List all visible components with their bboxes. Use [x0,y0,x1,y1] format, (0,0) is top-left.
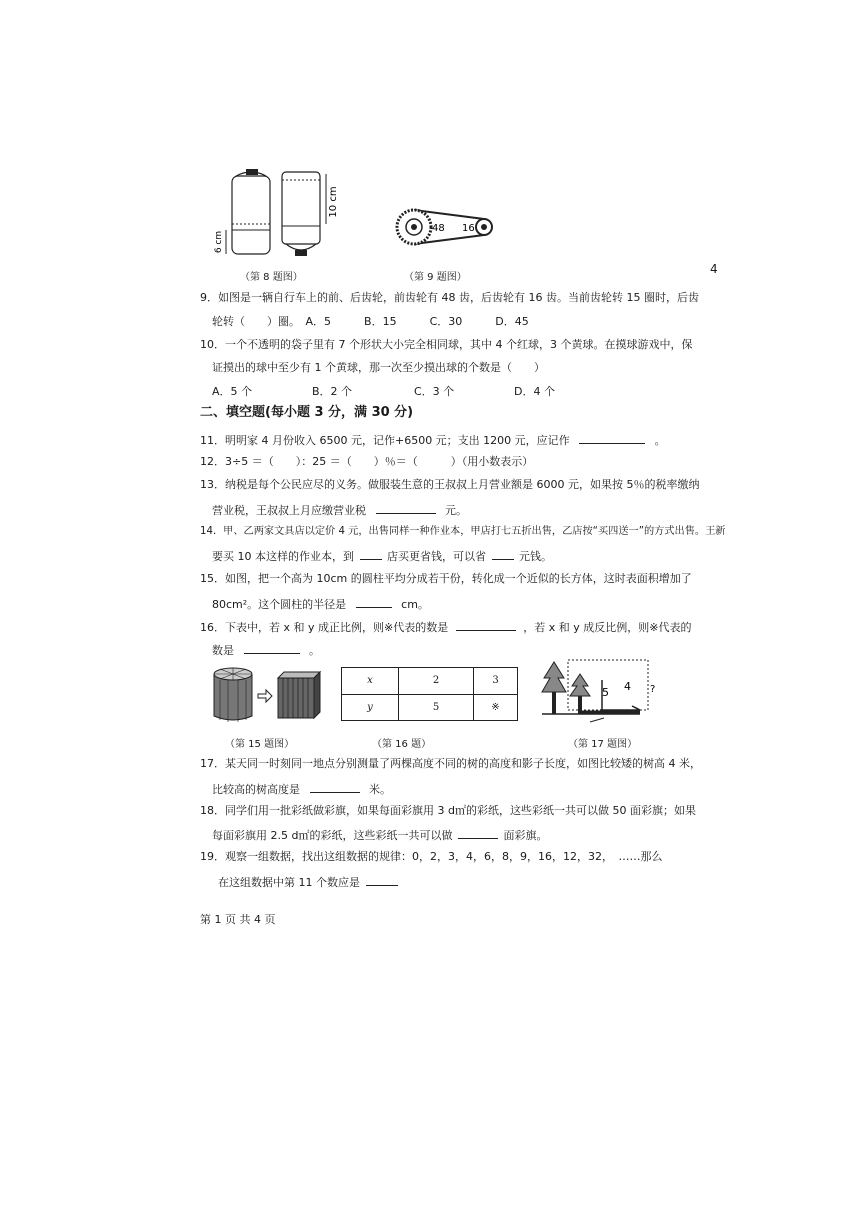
q10-option-b: B．2 个 [312,385,353,398]
q10-option-c: C．3 个 [414,385,455,398]
fig8-label-10cm: 10 cm [328,186,339,218]
table-cell: 2 [399,668,474,695]
table-cell: x [342,668,399,695]
fig9-rear-teeth: 16 [462,223,475,234]
figure-8-bottles [212,166,342,262]
fig17-label-4: 4 [624,680,631,693]
q17-answer-blank[interactable] [310,781,360,793]
fig17-label-question: ? [650,684,656,695]
q16-line2-b: 。 [309,644,320,657]
table-cell: 3 [474,668,518,695]
fig9-caption: （第 9 题图） [404,272,467,283]
table-cell: ※ [474,694,518,721]
q16-line2-a: 数是 [212,644,234,657]
q17-line1: 17．某天同一时刻同一地点分别测量了两棵高度不同的树的高度和影子长度，如图比较矮的树高 4 米， [200,757,701,770]
q10-line2: 证摸出的球中至少有 1 个黄球，那一次至少摸出球的个数是（ ） [212,361,545,374]
q11-answer-blank[interactable] [579,432,645,444]
q14-blank-savings[interactable] [492,548,514,560]
section-2-heading: 二、填空题(每小题 3 分，满 30 分) [200,405,414,420]
figure-16-table [341,667,518,721]
table-row [342,694,518,721]
q16-line2 [212,642,320,658]
q13-line2-end: 元。 [445,504,467,517]
q15-line2-a: 80cm²。这个圆柱的半径是 [212,598,347,611]
fig15-caption: （第 15 题图） [225,739,295,750]
q13-line2 [212,502,467,518]
q16-blank-direct[interactable] [456,619,516,631]
fig9-front-teeth: 48 [432,223,445,234]
fig16-caption: （第 16 题） [372,739,432,750]
q10-option-d: D．4 个 [514,385,555,398]
corner-mark: 4 [710,262,718,276]
q16-line1 [200,619,691,635]
q9-line1: 9．如图是一辆自行车上的前、后齿轮，前齿轮有 48 齿，后齿轮有 16 齿。当前齿轮转 15 圈时，后齿 [200,291,699,304]
q17-line2-b: 米。 [369,783,391,796]
q14-line2 [212,548,552,564]
q14-line1: 14．甲、乙两家文具店以定价 4 元，出售同样一种作业本，甲店打七五折出售，乙店按“买四送一”的方式出售。王新 [200,526,726,537]
q10-option-a: A．5 个 [212,385,253,398]
q14-line2-c: 元钱。 [519,550,552,563]
q14-line2-b: 店买更省钱，可以省 [387,550,486,563]
figure-17-trees [540,656,660,726]
q18-line2-a: 每面彩旗用 2.5 d㎡的彩纸，这些彩纸一共可以做 [212,829,453,842]
q9-line2: 轮转（ ）圈。 A．5 B．15 C．30 D．45 [212,315,529,328]
q15-line2-b: cm。 [401,598,429,611]
q16-line1-b: ，若 x 和 y 成反比例，则※代表的 [523,621,692,634]
q13-answer-blank[interactable] [376,502,436,514]
q19-line2-text: 在这组数据中第 11 个数应是 [218,876,360,889]
figure-9-gears [394,206,504,248]
q13-line1: 13．纳税是每个公民应尽的义务。做服装生意的王叔叔上月营业额是 6000 元，如果按 5％的税率缴纳 [200,478,700,491]
q18-answer-blank[interactable] [458,827,498,839]
q14-line2-a: 要买 10 本这样的作业本，到 [212,550,354,563]
q15-answer-blank[interactable] [356,596,392,608]
q10-line1: 10．一个不透明的袋子里有 7 个形状大小完全相同球，其中 4 个红球，3 个黄球。在摸球游戏中，保 [200,338,693,351]
q15-line1: 15．如图，把一个高为 10cm 的圆柱平均分成若干份，转化成一个近似的长方体，这时表面积增加了 [200,572,692,585]
fig17-label-5: 5 [602,686,609,699]
table-row [342,668,518,695]
q18-line2-b: 面彩旗。 [503,829,548,842]
table-cell: y [342,694,399,721]
page-footer: 第 1 页 共 4 页 [200,913,276,926]
fig8-caption: （第 8 题图） [240,272,303,283]
q17-line2-a: 比较高的树高度是 [212,783,300,796]
q11-end: 。 [654,434,666,447]
q18-line1: 18．同学们用一批彩纸做彩旗，如果每面彩旗用 3 d㎡的彩纸，这些彩纸一共可以做 50 面彩旗；如果 [200,804,696,817]
q15-line2 [212,596,429,612]
figure-15-cylinder [208,664,328,726]
q19-line1: 19．观察一组数据，找出这组数据的规律：0，2，3，4，6，8，9，16，12，32， ……那么 [200,850,663,863]
q13-line2-text: 营业税，王叔叔上月应缴营业税 [212,504,366,517]
q16-blank-inverse[interactable] [244,642,300,654]
table-cell: 5 [399,694,474,721]
fig8-label-6cm: 6 cm [214,230,224,254]
q11-text: 11．明明家 4 月份收入 6500 元，记作+6500 元；支出 1200 元，应记作 [200,434,570,447]
fig17-caption: （第 17 题图） [568,739,638,750]
q16-line1-a: 16．下表中，若 x 和 y 成正比例，则※代表的数是 [200,621,449,634]
q12: 12．3÷5 ＝（ ）：25 ＝（ ）％＝（ ）（用小数表示） [200,455,534,468]
q14-blank-store[interactable] [360,548,382,560]
q17-line2 [212,781,391,797]
q11 [200,432,666,448]
q19-answer-blank[interactable] [366,874,398,886]
q19-line2 [218,874,400,890]
q18-line2 [212,827,547,843]
